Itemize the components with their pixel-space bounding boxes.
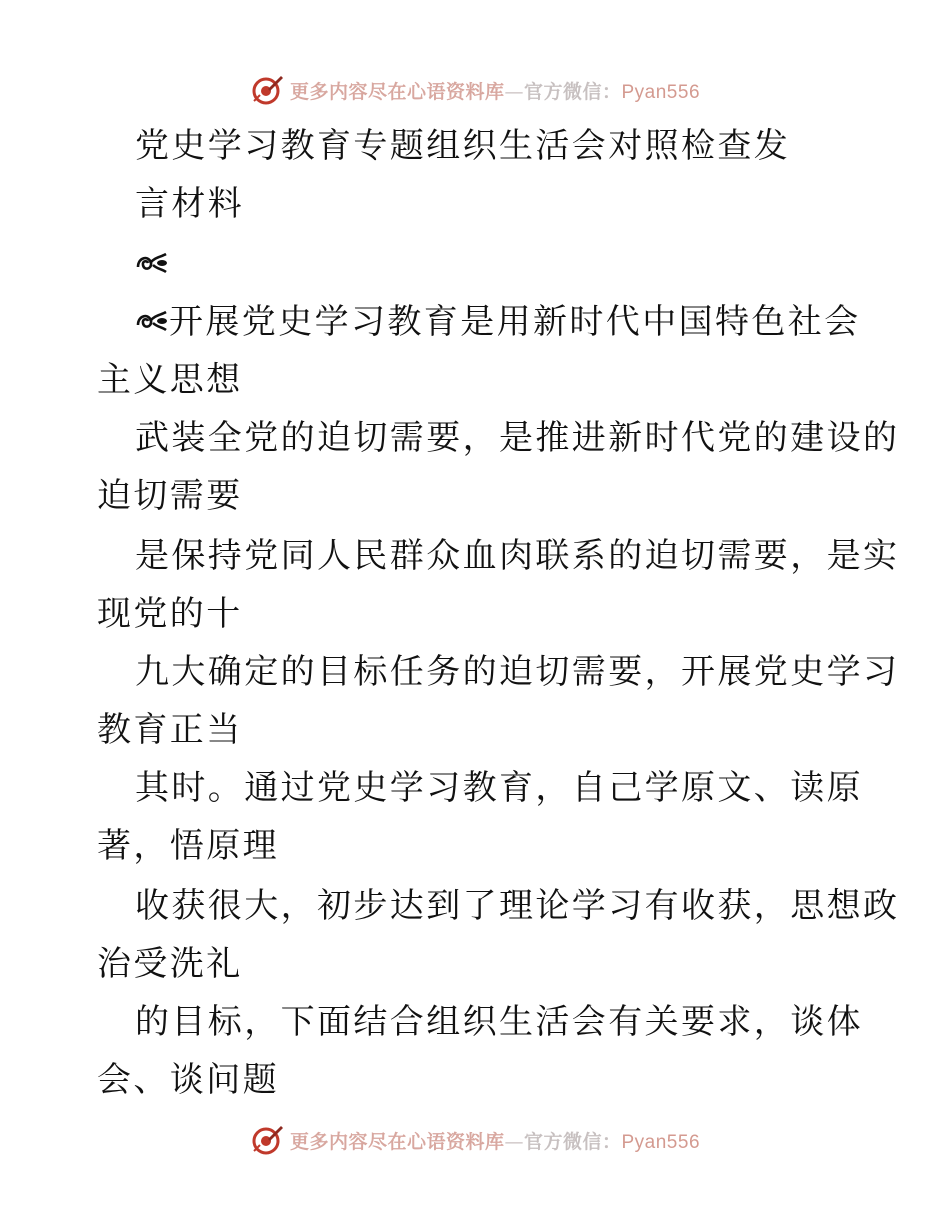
paragraph-line: 会、谈问题 [97,1060,279,1100]
banner-wechat-label: 官方微信： [523,1130,622,1153]
paragraph-line: 九大确定的目标任务的迫切需要，开展党史学习 [135,652,900,692]
banner-wechat-id: Pyan556 [621,1131,701,1153]
paragraph-line: 教育正当 [97,710,243,750]
floral-ornament-icon [135,303,169,337]
paragraph-line: 收获很大，初步达到了理论学习有收获，思想政 [135,886,900,926]
paragraph-line: 是保持党同人民群众血肉联系的迫切需要，是实 [135,536,900,576]
header-banner [0,70,950,110]
banner-dash: — [504,80,524,103]
banner-wechat-label: 官方微信： [523,80,622,103]
banner-text [290,77,700,104]
pen-logo-icon [250,1123,284,1157]
doc-title-line-1: 党史学习教育专题组织生活会对照检查发 [135,126,791,166]
paragraph-line: 著，悟原理 [97,826,279,866]
paragraph-line: 武装全党的迫切需要，是推进新时代党的建设的 [135,418,900,458]
banner-wechat-id: Pyan556 [621,81,701,103]
footer-banner [0,1120,950,1160]
paragraph-line: 其时。通过党史学习教育，自己学原文、读原 [135,768,863,808]
paragraph-line: 迫切需要 [97,476,243,516]
paragraph-line [135,294,861,350]
paragraph-line: 主义思想 [97,360,243,400]
banner-text [290,1127,700,1154]
paragraph-line: 现党的十 [97,594,243,634]
paragraph-text: 开展党史学习教育是用新时代中国特色社会 [169,302,861,342]
paragraph-line: 治受洗礼 [97,944,243,984]
paragraph-line: 的目标，下面结合组织生活会有关要求，谈体 [135,1002,863,1042]
ornament-line [135,236,169,292]
floral-ornament-icon [135,245,169,279]
doc-title-line-2: 言材料 [135,184,245,224]
pen-logo-icon [250,73,284,107]
banner-dash: — [504,1130,524,1153]
banner-site-text: 更多内容尽在心语资料库 [289,1130,505,1153]
banner-site-text: 更多内容尽在心语资料库 [289,80,505,103]
